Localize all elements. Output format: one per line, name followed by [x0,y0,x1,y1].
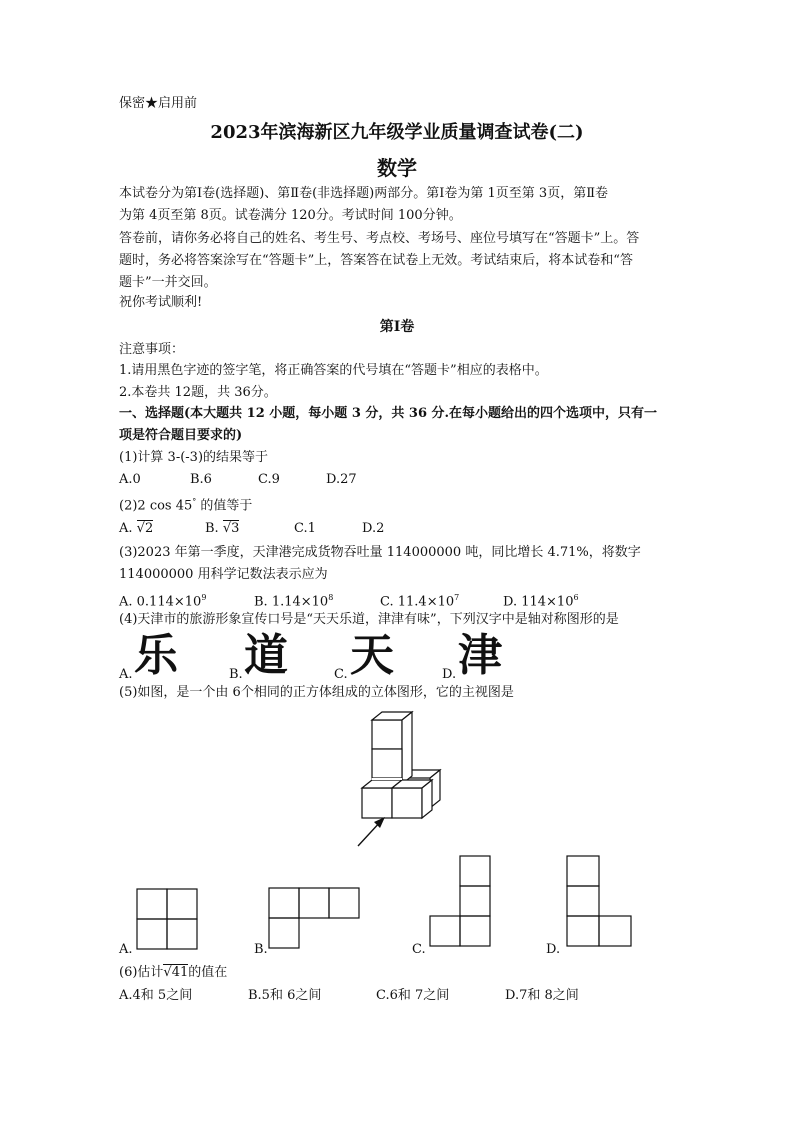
q1-option-b: B.6 [190,472,212,487]
note-line: 1.请用黑色字迹的签字笔，将正确答案的代号填在“答题卡”相应的表格中。 [119,363,548,378]
q4-option-b-label: B. [229,667,243,682]
q3-option-d: D. $114\times 10^6$ [503,593,579,610]
q4-character-tian: 天 [350,630,394,681]
intro-line: 答卷前，请你务必将自己的姓名、考生号、考点校、考场号、座位号填写在“答题卡”上。答 [119,231,640,246]
q4-option-c-label: C. [334,667,348,682]
part-heading: 项是符合题目要求的) [119,428,243,443]
q2-option-a: A. √2 [119,521,154,536]
intro-line: 为第 4页至第 8页。试卷满分 120分。考试时间 100分钟。 [119,208,462,223]
q3-option-b: B. $1.14\times 10^8$ [254,593,334,610]
page-title: 2023年滨海新区九年级学业质量调查试卷(二) [210,122,584,143]
q6-option-b: B.5和 6之间 [248,988,322,1003]
q4-option-d-label: D. [442,667,457,682]
question-5-stem: (5)如图，是一个由 6个相同的正方体组成的立体图形，它的主视图是 [119,685,514,700]
q5-option-c-label: C. [412,942,426,957]
question-3-stem: (3)2023 年第一季度，天津港完成货物吞吐量 114000000 吨，同比增长 4.71%，将数字 [119,545,641,560]
question-3-stem: 114000000 用科学记数法表示应为 [119,567,328,582]
section-title: 第Ⅰ卷 [379,319,415,335]
cube-stack-figure [350,706,450,852]
q1-option-d: D.27 [326,472,357,487]
q4-character-le: 乐 [134,630,178,681]
q3-option-a: A. $0.114\times 10^9$ [119,593,207,610]
intro-line: 本试卷分为第Ⅰ卷(选择题)、第Ⅱ卷(非选择题)两部分。第Ⅰ卷为第 1页至第 3页，第Ⅱ卷 [119,186,609,201]
note-line: 2.本卷共 12题，共 36分。 [119,385,277,400]
q4-character-jin: 津 [458,630,502,681]
confidential-label: 保密★启用前 [119,96,198,111]
q4-character-dao: 道 [244,630,288,681]
question-1-stem: (1)计算 3-(-3)的结果等于 [119,450,269,465]
q5-option-a-figure [136,888,198,950]
q5-option-c-figure [429,855,491,948]
q5-option-d-label: D. [546,942,561,957]
q3-option-c: C. $11.4\times 10^7$ [380,593,460,610]
question-2-stem: (2)2 cos 45° 的值等于 [119,497,253,514]
part-heading: 一、选择题(本大题共 12 小题，每小题 3 分，共 36 分.在每小题给出的四个选项中，只有一 [119,406,658,421]
q5-option-a-label: A. [119,942,133,957]
q6-option-c: C.6和 7之间 [376,988,450,1003]
question-4-stem: (4)天津市的旅游形象宣传口号是“天天乐道，津津有味”，下列汉字中是轴对称图形的是 [119,612,619,627]
intro-line: 题时，务必将答案涂写在“答题卡”上，答案答在试卷上无效。考试结束后，将本试卷和“答 [119,253,633,268]
q6-option-d: D.7和 8之间 [505,988,579,1003]
question-6-stem: (6)估计√41的值在 [119,965,228,980]
q2-option-d: D.2 [362,521,385,536]
q1-option-c: C.9 [258,472,280,487]
q2-option-b: B. √3 [205,521,240,536]
q6-option-a: A.4和 5之间 [119,988,193,1003]
q5-option-b-label: B. [254,942,268,957]
q5-option-d-figure [566,855,632,948]
q5-option-b-figure [268,887,360,949]
subject-title: 数学 [377,156,417,180]
intro-line: 祝你考试顺利! [119,295,203,310]
q2-option-c: C.1 [294,521,316,536]
intro-line: 题卡”一并交回。 [119,275,217,290]
notes-title: 注意事项： [119,342,185,357]
q4-option-a-label: A. [119,667,133,682]
q1-option-a: A.0 [119,472,141,487]
